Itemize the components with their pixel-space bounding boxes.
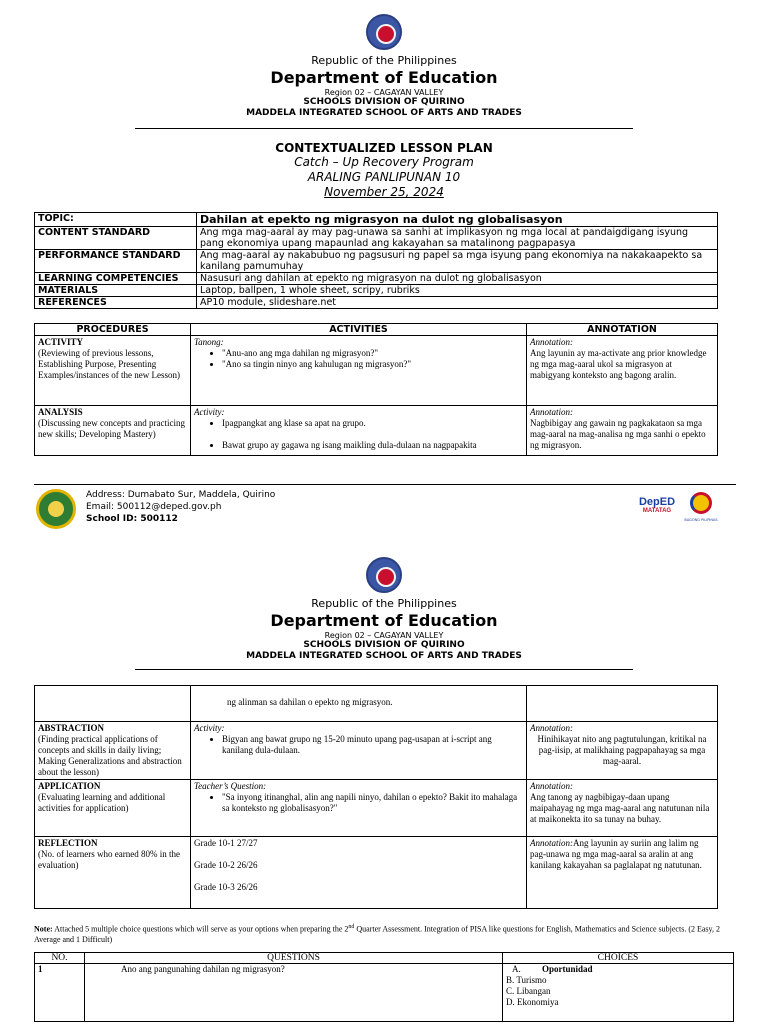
question-text: Ano ang pangunahing dahilan ng migrasyon? bbox=[121, 964, 285, 974]
analysis-label: Activity: bbox=[194, 407, 225, 417]
activity-activities-cell bbox=[191, 336, 527, 406]
bagong-pilipinas-text: BAGONG PILIPINAS bbox=[684, 518, 718, 522]
info-value: Ang mag-aaral ay nakabubuo ng pagsusuri ng papel sa mga isyung pang ekonomiya na nakakaapekto sa kanilang pamumuhay bbox=[197, 250, 718, 273]
abstraction-step: • Bigyan ang bawat grupo ng 15-20 minuto upang pag-usapan at i-script ang kanilang dula-dulaan. bbox=[222, 734, 523, 756]
activity-desc: (Reviewing of previous lessons, Establishing Purpose, Presenting Examples/instances of the new Lesson) bbox=[38, 348, 180, 380]
annotation-text: Ang tanong ay nagbibigay-daan upang maipahayag ng mga mag-aaral ang natutunan nila at maikonekta ito sa tunay na buhay. bbox=[530, 792, 710, 824]
info-row-performance-standard bbox=[35, 250, 718, 273]
activity-question: • "Anu-ano ang mga dahilan ng migrasyon?" bbox=[222, 348, 523, 359]
footer-email: Email: 500112@deped.gov.ph bbox=[86, 502, 222, 512]
info-row-topic bbox=[35, 213, 718, 227]
lesson-plan-heading bbox=[0, 141, 768, 200]
republic-label: Republic of the Philippines bbox=[311, 54, 457, 67]
deped-logo-text: DepED bbox=[638, 496, 676, 508]
reflection-annotation-cell bbox=[527, 837, 718, 909]
activity-row bbox=[35, 336, 718, 406]
annotation-label: Annotation: bbox=[530, 781, 573, 791]
info-key: TOPIC: bbox=[35, 213, 197, 227]
annotation-label: Annotation: bbox=[530, 838, 573, 848]
reflection-procedure-cell bbox=[35, 837, 191, 909]
footer-school-id: School ID: 500112 bbox=[86, 514, 178, 524]
annotation-header: ANNOTATION bbox=[527, 324, 718, 336]
info-value: Nasusuri ang dahilan at epekto ng migrasyon na dulot ng globalisasyon bbox=[197, 273, 718, 285]
note-label: Note: bbox=[34, 924, 53, 934]
application-activities-cell bbox=[191, 780, 527, 837]
page2-header bbox=[0, 597, 768, 662]
procedures-header: PROCEDURES bbox=[35, 324, 191, 336]
division-label: SCHOOLS DIVISION OF QUIRINO bbox=[303, 640, 465, 650]
info-row-learning-competencies bbox=[35, 273, 718, 285]
deped-seal bbox=[366, 14, 402, 50]
abstraction-procedure-cell bbox=[35, 722, 191, 780]
header-divider bbox=[135, 669, 633, 670]
analysis-row bbox=[35, 406, 718, 456]
grade-result: Grade 10-2 26/26 bbox=[194, 860, 258, 870]
region-label: Region 02 – CAGAYAN VALLEY bbox=[324, 631, 444, 640]
footer-contact bbox=[86, 489, 275, 525]
annotation-label: Annotation: bbox=[530, 337, 573, 347]
activity-title: ACTIVITY bbox=[38, 337, 84, 347]
abstraction-label: Activity: bbox=[194, 723, 225, 733]
abstraction-activities-cell bbox=[191, 722, 527, 780]
division-label: SCHOOLS DIVISION OF QUIRINO bbox=[303, 97, 465, 107]
application-row bbox=[35, 780, 718, 837]
question-number: 1 bbox=[35, 964, 85, 1022]
deped-seal bbox=[366, 557, 402, 593]
bagong-pilipinas-logo bbox=[684, 492, 718, 526]
continuation-activities-cell bbox=[191, 686, 527, 722]
choice-d: D. Ekonomiya bbox=[506, 997, 559, 1007]
info-value: Dahilan at epekto ng migrasyon na dulot ng globalisasyon bbox=[197, 213, 718, 227]
subject-label: ARALING PANLIPUNAN 10 bbox=[307, 170, 461, 184]
info-key: LEARNING COMPETENCIES bbox=[35, 273, 197, 285]
abstraction-desc: (Finding practical applications of concepts and skills in daily living; Making Generalizations and abstraction about the lesson) bbox=[38, 734, 182, 777]
questions-header: QUESTIONS bbox=[85, 953, 503, 964]
abstraction-title: ABSTRACTION bbox=[38, 723, 105, 733]
grade-result: Grade 10-3 26/26 bbox=[194, 882, 258, 892]
choice-b: B. Turismo bbox=[506, 975, 547, 985]
footer-address: Address: Dumabato Sur, Maddela, Quirino bbox=[86, 490, 276, 500]
info-value: Laptop, ballpen, 1 whole sheet, scripy, rubriks bbox=[197, 285, 718, 297]
choice-a-prefix: A. bbox=[512, 964, 521, 974]
activities-header: ACTIVITIES bbox=[191, 324, 527, 336]
header-divider bbox=[135, 128, 633, 129]
info-row-content-standard bbox=[35, 227, 718, 250]
info-row-references bbox=[35, 297, 718, 309]
application-procedure-cell bbox=[35, 780, 191, 837]
analysis-procedure-cell bbox=[35, 406, 191, 456]
continuation-procedure-cell bbox=[35, 686, 191, 722]
region-label: Region 02 – CAGAYAN VALLEY bbox=[324, 88, 444, 97]
assessment-note bbox=[34, 922, 734, 945]
analysis-annotation-cell bbox=[527, 406, 718, 456]
procedures-table-continued bbox=[34, 685, 718, 909]
choice-c: C. Libangan bbox=[506, 986, 551, 996]
procedures-table bbox=[34, 323, 718, 456]
info-value: Ang mga mag-aaral ay may pag-unawa sa sanhi at implikasyon ng mga local at pandaigdigang isyung pang ekonomiya upang mapaunlad ang kakayahan sa matalinong pagpapasya bbox=[197, 227, 718, 250]
analysis-activities-cell bbox=[191, 406, 527, 456]
choice-a-text: Oportunidad bbox=[542, 964, 593, 974]
footer-divider bbox=[34, 484, 736, 485]
republic-label: Republic of the Philippines bbox=[311, 597, 457, 610]
reflection-row bbox=[35, 837, 718, 909]
question-row bbox=[35, 964, 734, 1022]
annotation-label: Annotation: bbox=[530, 723, 573, 733]
analysis-step: • Ipagpangkat ang klase sa apat na grupo. bbox=[222, 418, 523, 429]
info-key: REFERENCES bbox=[35, 297, 197, 309]
activity-annotation-cell bbox=[527, 336, 718, 406]
info-key: MATERIALS bbox=[35, 285, 197, 297]
reflection-desc: (No. of learners who earned 80% in the evaluation) bbox=[38, 849, 180, 870]
abstraction-annotation-cell bbox=[527, 722, 718, 780]
lesson-info-table bbox=[34, 212, 718, 309]
activity-procedure-cell bbox=[35, 336, 191, 406]
program-label: Catch – Up Recovery Program bbox=[294, 155, 474, 169]
school-logo bbox=[36, 489, 76, 529]
info-value: AP10 module, slideshare.net bbox=[197, 297, 718, 309]
analysis-step: • Bawat grupo ay gagawa ng isang maikling dula-dulaan na nagpapakita bbox=[222, 440, 523, 451]
application-desc: (Evaluating learning and additional activities for application) bbox=[38, 792, 166, 813]
reflection-activities-cell bbox=[191, 837, 527, 909]
department-title: Department of Education bbox=[270, 611, 498, 630]
activity-label: Tanong: bbox=[194, 337, 224, 347]
questions-header-row bbox=[35, 953, 734, 964]
info-row-materials bbox=[35, 285, 718, 297]
choices-header: CHOICES bbox=[503, 953, 734, 964]
question-text-cell bbox=[85, 964, 503, 1022]
note-text-b: Quarter Assessment. Integration of PISA like questions for English, Mathematics and Science subjects. (2 Easy, 2 Average and 1 Difficult) bbox=[34, 924, 721, 944]
procedures-header-row bbox=[35, 324, 718, 336]
application-annotation-cell bbox=[527, 780, 718, 837]
continuation-row bbox=[35, 686, 718, 722]
annotation-text: Ang layunin ay ma-activate ang prior knowledge ng mga mag-aaral ukol sa migrasyon at mabigyang konteksto ang bagong aralin. bbox=[530, 348, 707, 380]
choice-a bbox=[506, 964, 730, 975]
analysis-desc: (Discussing new concepts and practicing new skills; Developing Mastery) bbox=[38, 418, 185, 439]
continuation-annotation-cell bbox=[527, 686, 718, 722]
annotation-text: Ang layunin ay suriin ang lalim ng pag-unawa ng mga mag-aaral sa aralin at ang kanilang kakayahan sa paglalapat ng natutunan. bbox=[530, 838, 702, 870]
lesson-plan-title: CONTEXTUALIZED LESSON PLAN bbox=[275, 141, 493, 155]
date-label: November 25, 2024 bbox=[324, 185, 444, 199]
no-header: NO. bbox=[35, 953, 85, 964]
annotation-label: Annotation: bbox=[530, 407, 573, 417]
choices-cell bbox=[503, 964, 734, 1022]
matatag-logo-text: MATATAG bbox=[642, 508, 672, 514]
page1-header bbox=[0, 54, 768, 119]
school-name: MADDELA INTEGRATED SCHOOL OF ARTS AND TRADES bbox=[246, 651, 522, 661]
info-key: CONTENT STANDARD bbox=[35, 227, 197, 250]
continuation-text: ng alinman sa dahilan o epekto ng migrasyon. bbox=[227, 697, 393, 707]
info-key: PERFORMANCE STANDARD bbox=[35, 250, 197, 273]
application-label: Teacher’s Question: bbox=[194, 781, 267, 791]
analysis-title: ANALYSIS bbox=[38, 407, 83, 417]
questions-table bbox=[34, 952, 734, 1022]
abstraction-row bbox=[35, 722, 718, 780]
reflection-title: REFLECTION bbox=[38, 838, 98, 848]
application-question: • "Sa inyong itinanghal, alin ang napili ninyo, dahilan o epekto? Bakit ito mahalaga sa konteksto ng globalisasyon?" bbox=[222, 792, 523, 814]
department-title: Department of Education bbox=[270, 68, 498, 87]
school-name: MADDELA INTEGRATED SCHOOL OF ARTS AND TRADES bbox=[246, 108, 522, 118]
grade-result: Grade 10-1 27/27 bbox=[194, 838, 258, 848]
deped-matatag-logo bbox=[636, 496, 678, 528]
annotation-text: Nagbibigay ang gawain ng pagkakataon sa mga mag-aaral na mag-analisa ng mga sanhi o epekto ng migrasyon. bbox=[530, 418, 706, 450]
note-sup: nd bbox=[348, 924, 355, 930]
application-title: APPLICATION bbox=[38, 781, 101, 791]
note-text-a: Attached 5 multiple choice questions which will serve as your options when preparing the 2 bbox=[52, 924, 349, 934]
activity-question: • "Ano sa tingin ninyo ang kahulugan ng migrasyon?" bbox=[222, 359, 523, 370]
annotation-text: Hinihikayat nito ang pagtutulungan, kritikal na pag-iisip, at malikhaing pagpapahayag sa mga mag-aaral. bbox=[537, 734, 707, 766]
